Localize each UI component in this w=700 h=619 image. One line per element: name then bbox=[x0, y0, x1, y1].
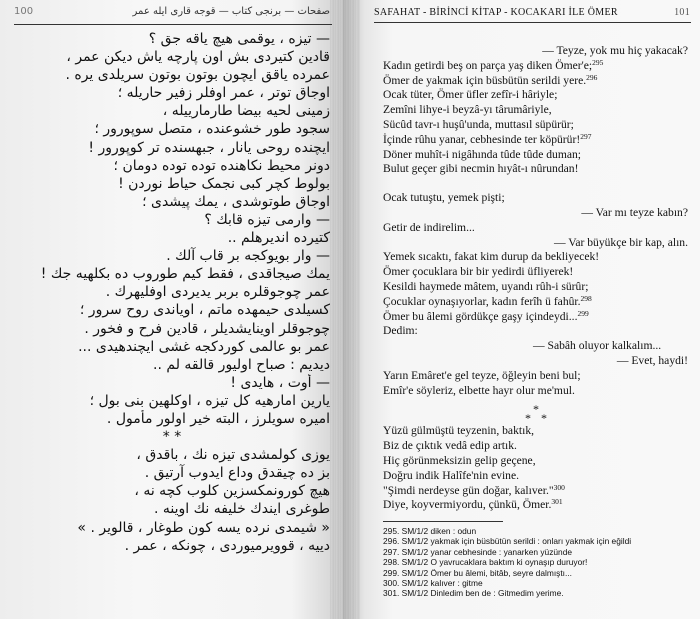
poem-line-text: — Var mı teyze kabın? bbox=[581, 205, 688, 219]
poem-line bbox=[383, 236, 688, 251]
footnote-item: 299. SM/1/2 Ömer bu âlemi, bitâb, seyre dalmıştı... bbox=[383, 567, 572, 578]
poem-line bbox=[383, 498, 688, 513]
poem-line bbox=[383, 206, 688, 221]
left-poem-line: طوغری ایندك خلیفه نك اوینه . bbox=[153, 501, 330, 518]
footnote-item: 300. SM/1/2 kalıver : gitme bbox=[383, 577, 483, 588]
poem-line-text: Sücûd tavr-ı huşû'unda, muttasıl süpürür; bbox=[383, 117, 574, 131]
left-poem-line: قادین کتیردی بش اون پارچه یاش دیکن عمر ، bbox=[66, 49, 330, 66]
poem-line bbox=[383, 484, 688, 499]
footnote-item: 296. SM/1/2 yakmak için büsbütün serildi : onları yakmak için eğildi bbox=[383, 536, 632, 547]
poem-line-text: Ocak tutuştu, yemek pişti; bbox=[383, 191, 505, 205]
left-poem-line: کسیلدی حیمهده ماتم ، اویاندی روح سرور ؛ bbox=[79, 302, 330, 319]
poem-line bbox=[383, 384, 688, 399]
poem-line-text: — Teyze, yok mu hiç yakacak? bbox=[542, 44, 688, 57]
left-poem-line: امیره سویلرز ، البته خیر اولور مأمول . bbox=[106, 410, 330, 427]
poem-line bbox=[383, 324, 688, 339]
right-running-header bbox=[374, 7, 690, 21]
left-poem-line: — وار بویوکجه بر قاب آلك . bbox=[166, 248, 330, 265]
poem-line-text: Çocuklar oynaşıyorlar, kadın ferîh ü fahûr. bbox=[383, 294, 581, 308]
right-poem-text bbox=[383, 44, 688, 513]
left-poem-line: « شیمدی نرده یسه کون طوغار ، قالویر . » bbox=[77, 519, 330, 536]
poem-line bbox=[383, 88, 688, 103]
poem-line-text: İçinde rûhu yanar, cebhesinde ter köpürür! bbox=[383, 132, 581, 146]
footnote-item: 295. SM/1/2 diken : odun bbox=[383, 526, 477, 536]
left-poem-line: — وارمی تیزه قابك ؟ bbox=[204, 211, 330, 228]
left-poem-line: — أوت ، هایدی ! bbox=[230, 374, 330, 391]
left-poem-line: یمك صیجاقدی ، فقط کیم طوروب ده بکلهیه جك ! bbox=[40, 266, 330, 283]
footnote-marker[interactable]: 300 bbox=[553, 482, 565, 492]
left-poem-line: سجود طور خشوعنده ، متصل سوپورور ؛ bbox=[94, 121, 330, 138]
poem-line bbox=[383, 191, 688, 206]
poem-line-text: — Var büyükçe bir kap, alın. bbox=[553, 235, 688, 249]
footnote-marker[interactable]: 301 bbox=[551, 497, 563, 507]
poem-line-text: Döner muhît-i nigâhında tûde tûde duman; bbox=[383, 147, 582, 161]
left-poem-line: عمر بو عالمی کوردکجه غشی ایچندهیدی ... bbox=[78, 338, 330, 355]
poem-line bbox=[383, 133, 688, 148]
left-poem-line: دونر محیط نکاهنده توده توده دومان ؛ bbox=[113, 157, 330, 174]
left-header-rule bbox=[14, 24, 332, 25]
footnote-marker[interactable]: 299 bbox=[577, 308, 589, 318]
poem-line-text: — Evet, haydi! bbox=[616, 353, 688, 367]
poem-line bbox=[383, 354, 688, 369]
poem-line-text: Ömer bu âlemi gördükçe gaşy içindeydi... bbox=[383, 309, 578, 323]
left-poem-line: * * bbox=[162, 429, 182, 446]
left-poem-line: بز ده چیقدق وداع ایدوب آرتیق . bbox=[144, 465, 330, 482]
left-poem-line: کتیرده اندیرهلم .. bbox=[227, 230, 330, 247]
poem-line-text: "Şimdi nerdeyse gün doğar, kalıver." bbox=[383, 483, 554, 497]
poem-line bbox=[383, 118, 688, 133]
poem-line-text: Kesildi haymede mâtem, uyandı rûh-i sürûr; bbox=[383, 279, 589, 293]
left-page-number: 100 bbox=[14, 6, 34, 17]
footnote-marker[interactable]: 298 bbox=[580, 293, 592, 303]
poem-line bbox=[383, 103, 688, 118]
poem-line bbox=[383, 339, 688, 354]
left-poem-line: ایچنده روحی یانار ، جبهسنده تر کوپورور ! bbox=[88, 139, 330, 156]
poem-line-text: Zemîni lihye-i beyzâ-yı târumâriyle, bbox=[383, 103, 552, 117]
poem-line-text: Yemek sıcaktı, fakat kim durup da bekliyecek! bbox=[383, 250, 600, 264]
poem-line-text: Biz de çıktık vedâ edip artık. bbox=[383, 439, 517, 453]
poem-line bbox=[383, 162, 688, 177]
poem-line-text: Bulut geçer gibi necmin hıyât-ı nûrundan! bbox=[383, 162, 579, 176]
footnote-item: 301. SM/1/2 Dinledim ben de : Gitmedim yerime. bbox=[383, 588, 564, 599]
star-glyph: * bbox=[541, 411, 547, 426]
poem-line-text: Emîr'e söyleriz, elbette hayr olur me'mul. bbox=[383, 383, 575, 397]
poem-line bbox=[383, 454, 688, 469]
poem-line bbox=[383, 369, 688, 384]
left-poem-line: دیدیم : صباح اولیور قالقه لم .. bbox=[153, 356, 330, 373]
poem-line bbox=[383, 310, 688, 325]
poem-line bbox=[383, 280, 688, 295]
book-gutter bbox=[330, 0, 360, 619]
footnote-rule bbox=[383, 521, 503, 522]
left-poem-line: بولوط کچر کبی نجمک حیاط نوردن ! bbox=[118, 175, 330, 192]
section-divider-stars bbox=[383, 398, 688, 424]
footnote-marker[interactable]: 297 bbox=[580, 131, 592, 141]
poem-line-text: Dedim: bbox=[383, 324, 418, 338]
poem-line bbox=[383, 221, 688, 236]
poem-line-text: Ömer çocuklara bir bir yedirdi üfliyerek! bbox=[383, 265, 574, 279]
left-running-header bbox=[14, 6, 330, 22]
left-poem-line: چوجوقلر اوینایشدیلر ، قادین فرح و فخور . bbox=[84, 320, 330, 337]
left-poem-line: یارین امارهیه کل تیزه ، اوکلهین بنی بول ؛ bbox=[89, 392, 330, 409]
footnotes bbox=[383, 526, 688, 599]
star-glyph: * bbox=[533, 402, 539, 417]
poem-line-text: Yarın Emâret'e gel teyze, öğleyin beni bul; bbox=[383, 368, 581, 382]
poem-line bbox=[383, 74, 688, 89]
right-page-number: 101 bbox=[674, 7, 690, 18]
poem-line bbox=[383, 44, 688, 59]
footnote-item: 297. SM/1/2 yanar cebhesinde : yanarken yüzünde bbox=[383, 546, 573, 557]
poem-line bbox=[383, 59, 688, 74]
left-poem-line: — تیزه ، یوقمی هیچ یاقه جق ؟ bbox=[148, 31, 330, 47]
left-poem-line: هیچ کورونمکسزین کلوب کچه نه ، bbox=[134, 483, 330, 500]
poem-line bbox=[383, 469, 688, 484]
poem-line-text: Ömer de yakmak için büsbütün serildi yere. bbox=[383, 73, 587, 87]
left-poem-line: اوجاق طوتوشدی ، یمك پیشدی ؛ bbox=[142, 193, 330, 210]
left-poem-text bbox=[14, 30, 330, 555]
left-poem-line: اوجاق توتر ، عمر اوفلر زفیر حاریله ؛ bbox=[117, 85, 330, 102]
left-poem-line: عمرده یاقق ایچون بوتون بوتون سریلدی یره . bbox=[65, 67, 330, 84]
poem-line-text: Diye, koyvermiyordu, çünkü, Ömer. bbox=[383, 498, 552, 512]
left-poem-line: یوزی کولمشدی تیزه نك ، باقدق ، bbox=[136, 447, 330, 464]
footnote-marker[interactable]: 295 bbox=[592, 57, 604, 67]
right-page-latin bbox=[343, 0, 700, 619]
poem-line bbox=[383, 295, 688, 310]
left-header-title: صفحات — برنجی کتاب — قوجه قاری ایله عمر bbox=[132, 6, 330, 17]
poem-line bbox=[383, 265, 688, 280]
left-poem-line: زمینی لحیه بیضا طارمارییله ، bbox=[162, 103, 330, 120]
left-poem-line: دییه ، قوویرمیوردی ، چونکه ، عمر . bbox=[124, 537, 330, 554]
footnote-item: 298. SM/1/2 O yavrucaklara baktım ki oynaşıp duruyor! bbox=[383, 557, 588, 568]
poem-line-text: Ocak tüter, Ömer üfler zefîr-i hâriyle; bbox=[383, 88, 558, 102]
left-page-ottoman bbox=[0, 0, 343, 619]
poem-line-text: Kadın getirdi beş on parça yaş diken Ömer'e; bbox=[383, 58, 593, 72]
right-header-title: SAFAHAT - BİRİNCİ KİTAP - KOCAKARI İLE ÖMER bbox=[374, 7, 618, 18]
poem-line-text: — Sabâh oluyor kalkalım... bbox=[533, 339, 662, 353]
poem-line-text: Doğru indik Halîfe'nin evine. bbox=[383, 468, 520, 482]
left-poem-line: عمر چوجوقلره بربر یدیردی اوفلیهرك . bbox=[105, 284, 330, 301]
star-glyph: * bbox=[525, 411, 531, 426]
footnote-marker[interactable]: 296 bbox=[586, 72, 598, 82]
poem-line-text: Yüzü gülmüştü teyzenin, baktık, bbox=[383, 424, 535, 438]
poem-line bbox=[383, 439, 688, 454]
poem-line bbox=[383, 148, 688, 163]
poem-line-text: Hiç görünmeksizin gelip geçene, bbox=[383, 453, 536, 467]
poem-line bbox=[383, 424, 688, 439]
poem-line-text: Getir de indirelim... bbox=[383, 220, 475, 234]
poem-line bbox=[383, 250, 688, 265]
right-header-rule bbox=[374, 22, 691, 23]
stanza-gap bbox=[383, 177, 688, 191]
